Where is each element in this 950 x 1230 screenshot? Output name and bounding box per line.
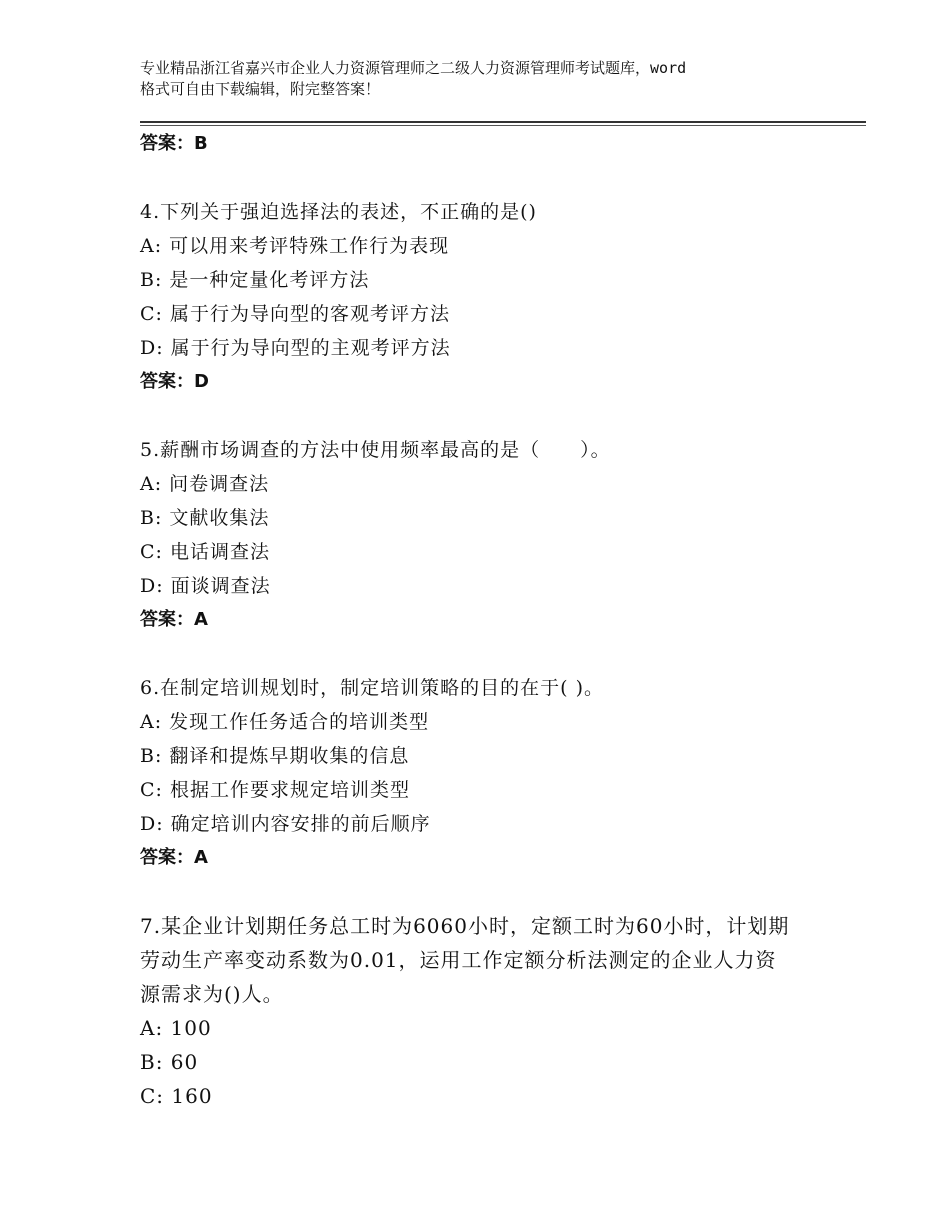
question-list [140, 127, 840, 1113]
header-line-1: 专业精品浙江省嘉兴市企业人力资源管理师之二级人力资源管理师考试题库，word [140, 59, 687, 77]
question-7 [140, 909, 840, 1113]
header-divider-thin [140, 125, 866, 126]
option-d: D: 确定培训内容安排的前后顺序 [140, 813, 431, 835]
spacer [140, 875, 840, 909]
option-b: B: 文献收集法 [140, 507, 270, 529]
option-d: D: 属于行为导向型的主观考评方法 [140, 337, 451, 359]
question-stem: 4.下列关于强迫选择法的表述，不正确的是() [140, 201, 537, 223]
question-4 [140, 195, 840, 399]
option-a: A: 发现工作任务适合的培训类型 [140, 711, 430, 733]
answer-label: 答案：A [140, 847, 208, 868]
header-line-2: 格式可自由下载编辑，附完整答案！ [140, 80, 381, 98]
option-b: B: 60 [140, 1050, 199, 1074]
option-c: C: 160 [140, 1084, 213, 1108]
answer-label: 答案：D [140, 371, 209, 392]
option-c: C: 属于行为导向型的客观考评方法 [140, 303, 450, 325]
question-6 [140, 671, 840, 875]
question-stem: 5.薪酬市场调查的方法中使用频率最高的是（ ）。 [140, 439, 611, 461]
option-a: A: 问卷调查法 [140, 473, 270, 495]
option-d: D: 面谈调查法 [140, 575, 271, 597]
question-stem-line-3: 源需求为()人。 [140, 982, 284, 1006]
question-stem: 6.在制定培训规划时，制定培训策略的目的在于( )。 [140, 677, 604, 699]
option-b: B: 是一种定量化考评方法 [140, 269, 370, 291]
document-header [140, 58, 840, 100]
question-5 [140, 433, 840, 637]
header-divider-thick [140, 121, 866, 123]
option-a: A: 100 [140, 1016, 212, 1040]
spacer [140, 161, 840, 195]
spacer [140, 399, 840, 433]
question-stem-line-1: 7.某企业计划期任务总工时为6060小时，定额工时为60小时，计划期 [140, 914, 790, 938]
option-c: C: 电话调查法 [140, 541, 270, 563]
answer-label: 答案：A [140, 609, 208, 630]
previous-answer: 答案：B [140, 133, 208, 154]
question-stem-line-2: 劳动生产率变动系数为0.01，运用工作定额分析法测定的企业人力资 [140, 948, 777, 972]
spacer [140, 637, 840, 671]
option-c: C: 根据工作要求规定培训类型 [140, 779, 410, 801]
option-b: B: 翻译和提炼早期收集的信息 [140, 745, 410, 767]
option-a: A: 可以用来考评特殊工作行为表现 [140, 235, 450, 257]
